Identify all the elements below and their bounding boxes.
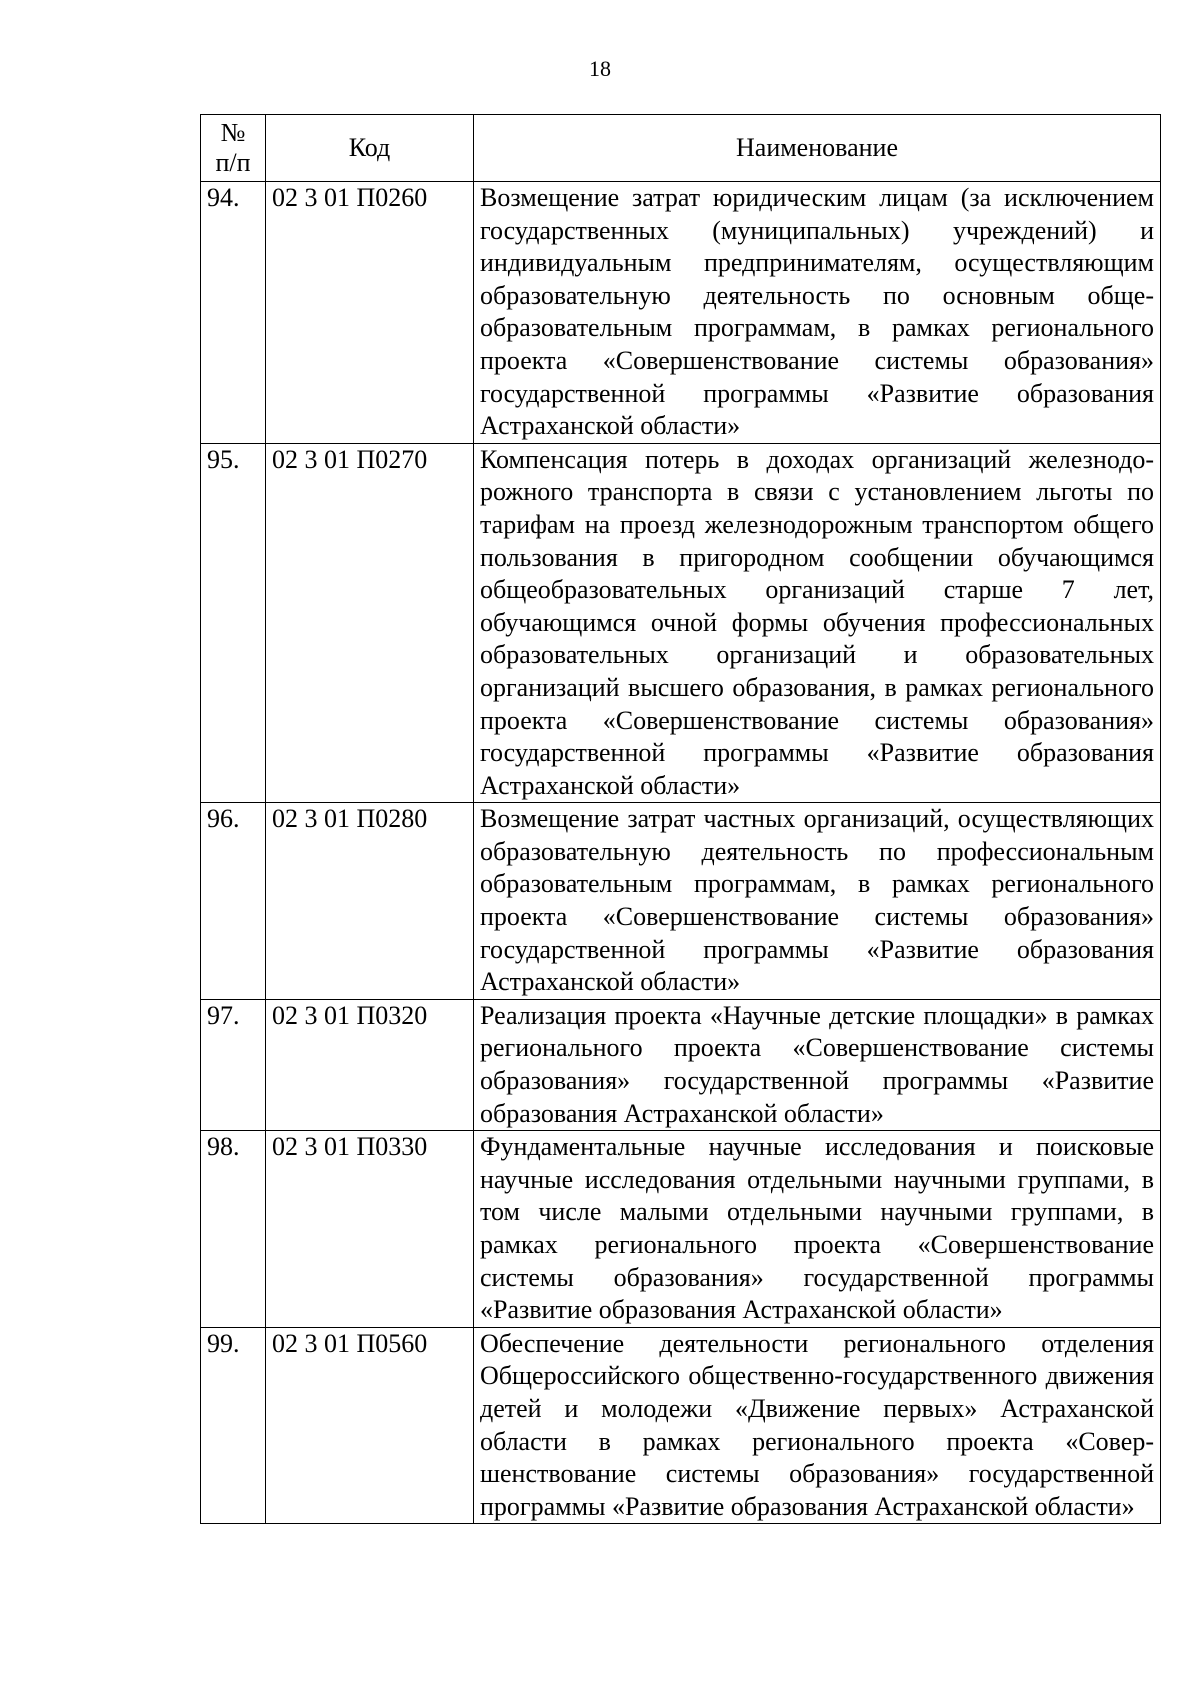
row-number: 96. xyxy=(201,803,266,1000)
table-header-row xyxy=(201,115,1161,182)
row-name: Возмещение затрат юридическим лицам (за исключением государственных (муниципальных) учреждений) и индивидуальным предпринимателям, осуществляющим образовательную деятельность по основным общеобразовательным программам, в рамках регионального проекта «Совершенствование системы образования» государственной программы «Развитие образования Астраханской области» xyxy=(474,182,1161,444)
row-name: Реализация проекта «Научные детские площадки» в рамках регионального проекта «Совершенствование системы образования» государственной программы «Развитие образования Астраханской области» xyxy=(474,999,1161,1130)
row-code: 02 3 01 П0330 xyxy=(266,1131,474,1328)
row-name: Обеспечение деятельности регионального отделения Общероссийского общественно-государственного движения детей и молодежи «Движение первых» Астраханской области в рамках регионального проекта «Совершенствование системы образования» государственной программы «Развитие образования Астраханской области» xyxy=(474,1327,1161,1524)
row-code: 02 3 01 П0560 xyxy=(266,1327,474,1524)
table-row xyxy=(201,803,1161,1000)
budget-codes-table xyxy=(200,114,1161,1524)
row-code: 02 3 01 П0260 xyxy=(266,182,474,444)
row-number: 95. xyxy=(201,443,266,803)
row-number: 99. xyxy=(201,1327,266,1524)
page-number: 18 xyxy=(589,56,611,81)
row-code: 02 3 01 П0280 xyxy=(266,803,474,1000)
row-number: 94. xyxy=(201,182,266,444)
header-name: Наименование xyxy=(474,115,1161,182)
row-code: 02 3 01 П0320 xyxy=(266,999,474,1130)
row-name: Компенсация потерь в доходах организаций железнодорожного транспорта в связи с установлением льготы по тарифам на проезд железнодорожным транспортом общего пользования в пригородном сообщении обучающимся общеобразовательных организаций старше 7 лет, обучающимся очной формы обучения профессиональных образовательных организаций и образовательных организаций высшего образования, в рамках регионального проекта «Совершенствование системы образования» государственной программы «Развитие образования Астраханской области» xyxy=(474,443,1161,803)
row-number: 98. xyxy=(201,1131,266,1328)
row-name: Возмещение затрат частных организаций, осуществляющих образовательную деятельность по профессиональным образовательным программам, в рамках регионального проекта «Совершенствование системы образования» государственной программы «Развитие образования Астраханской области» xyxy=(474,803,1161,1000)
table-row xyxy=(201,1131,1161,1328)
table-row xyxy=(201,1327,1161,1524)
header-number xyxy=(201,115,266,182)
header-code: Код xyxy=(266,115,474,182)
header-number-sign: № xyxy=(220,118,246,147)
row-code: 02 3 01 П0270 xyxy=(266,443,474,803)
table-row xyxy=(201,443,1161,803)
row-number: 97. xyxy=(201,999,266,1130)
table-row xyxy=(201,182,1161,444)
row-name: Фундаментальные научные исследования и поисковые научные исследования отдельными научными группами, в том числе малыми отдельными научными группами, в рамках регионального проекта «Совершенствование системы образования» государственной программы «Развитие образования Астраханской области» xyxy=(474,1131,1161,1328)
header-number-abbr: п/п xyxy=(215,148,251,177)
table-row xyxy=(201,999,1161,1130)
